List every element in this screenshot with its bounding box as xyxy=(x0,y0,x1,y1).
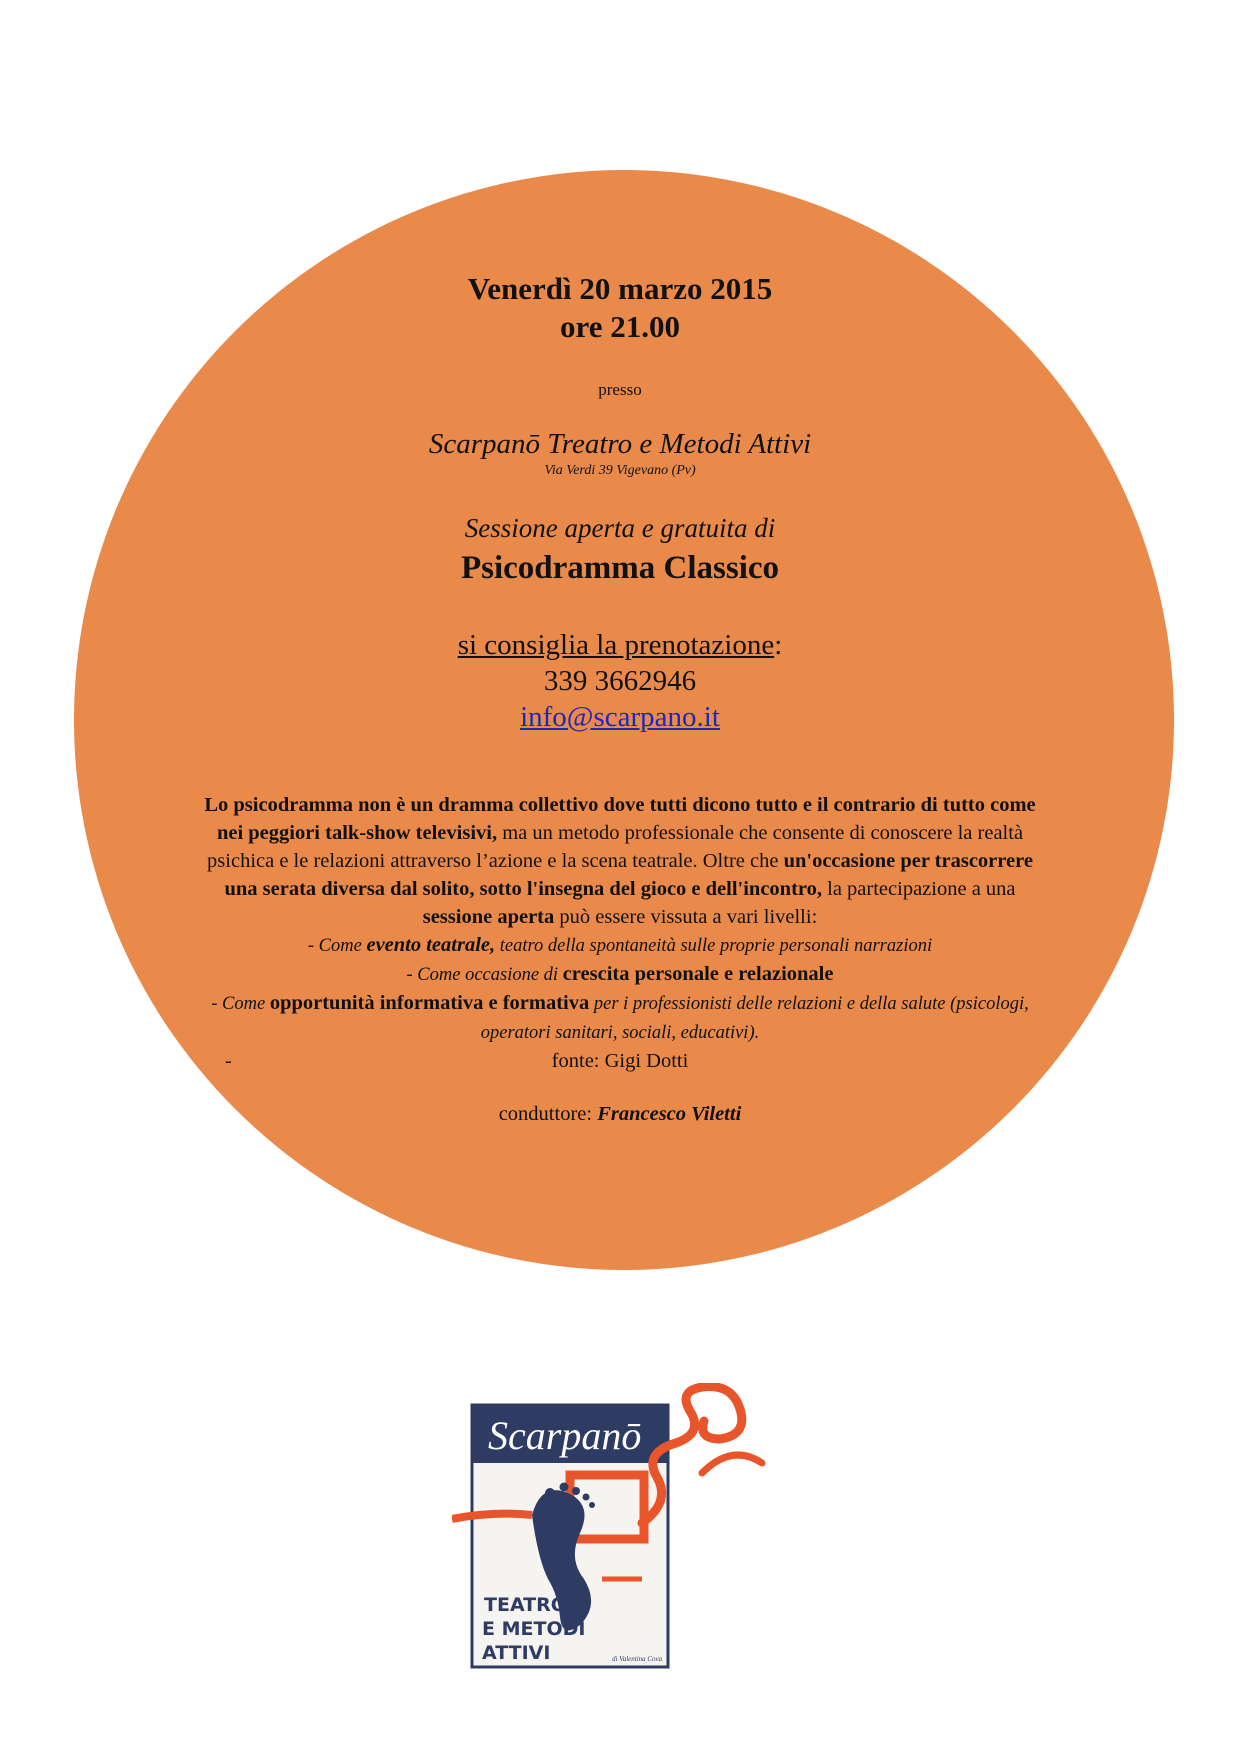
logo-name: Scarpanō xyxy=(488,1413,642,1458)
booking-label: si consiglia la prenotazione xyxy=(457,629,775,661)
source-line xyxy=(190,1047,1050,1075)
logo-line2: E METODI xyxy=(482,1618,586,1640)
desc-normal-2: la partecipazione a una xyxy=(822,878,1016,900)
event-date xyxy=(190,270,1050,346)
description xyxy=(190,791,1050,1047)
desc-bold-3: sessione aperta xyxy=(422,906,555,928)
email-link[interactable]: info@scarpano.it xyxy=(520,701,720,733)
conductor-label: conduttore: xyxy=(498,1103,598,1125)
desc-normal-1: ma un metodo professionale che consente di conoscere la realtà psichica e le relazioni attraverso l’azione e la scena teatrale. Oltre che xyxy=(207,822,1024,872)
scarpano-logo xyxy=(452,1383,794,1673)
session-intro: Sessione aperta e gratuita di xyxy=(464,513,776,543)
venue-address: Via Verdi 39 Vigevano (Pv) xyxy=(544,463,696,478)
desc-normal-3: può essere vissuta a vari livelli: xyxy=(554,906,818,928)
booking-colon: : xyxy=(774,629,783,661)
presso-label: presso xyxy=(598,380,642,399)
source-text: fonte: Gigi Dotti xyxy=(551,1050,689,1072)
desc-bold-1: Lo psicodramma non è un dramma collettivo dove tutti dicono tutto e il contrario di tutto come nei peggiori talk-show televisivi, xyxy=(204,794,1036,844)
stray-dash: - xyxy=(225,1050,232,1072)
date-line: Venerdì 20 marzo 2015 xyxy=(467,271,773,306)
logo-credit: di Valentina Cova xyxy=(612,1655,663,1663)
list-item-2: - Come occasione di crescita personale e relazionale xyxy=(406,963,834,985)
conductor-name: Francesco Viletti xyxy=(597,1103,742,1125)
booking-line xyxy=(190,627,1050,663)
logo-line1: TEATRO xyxy=(484,1594,567,1616)
venue-name: Scarpanō Treatro e Metodi Attivi xyxy=(428,428,812,460)
time-line: ore 21.00 xyxy=(560,309,680,344)
conductor-line xyxy=(190,1103,1050,1126)
list-item-3: - Come opportunità informativa e formativa per i professionisti delle relazioni e della salute (psicologi, operatori sanitari, sociali, educativi). xyxy=(211,992,1029,1043)
phone-number: 339 3662946 xyxy=(543,665,697,697)
flyer-content xyxy=(190,270,1050,1126)
session-title: Psicodramma Classico xyxy=(460,550,780,586)
list-item-1: - Come evento teatrale, teatro della spontaneità sulle proprie personali narrazioni xyxy=(307,934,933,956)
logo-line3: ATTIVI xyxy=(482,1642,551,1664)
desc-bold-2: un'occasione per trascorrere una serata diversa dal solito, sotto l'insegna del gioco e dell'incontro, xyxy=(224,850,1033,900)
